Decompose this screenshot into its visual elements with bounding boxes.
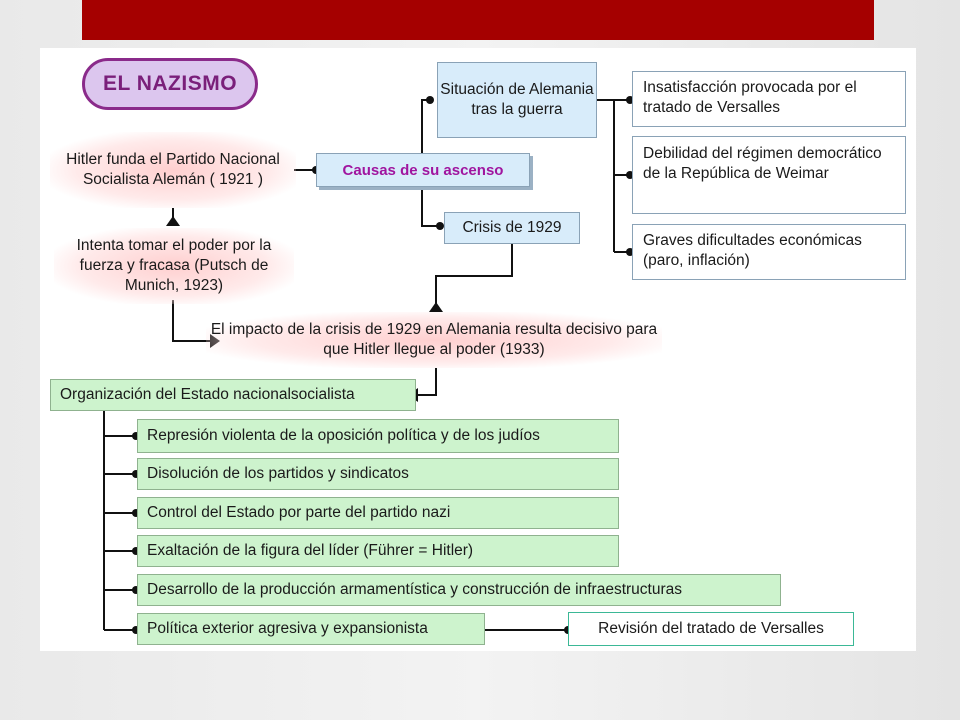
causes-node: Causas de su ascenso xyxy=(316,153,530,187)
situation-node: Situación de Alemania tras la guerra xyxy=(437,62,597,138)
feature-leader-node: Exaltación de la figura del líder (Führer = Hitler) xyxy=(137,535,619,567)
impact-node: El impacto de la crisis de 1929 en Alemania resulta decisivo para que Hitler llegue al poder (1933) xyxy=(206,312,662,368)
crisis-1929-node: Crisis de 1929 xyxy=(444,212,580,244)
consequence-versailles-node: Insatisfacción provocada por el tratado de Versalles xyxy=(632,71,906,127)
diagram-title: EL NAZISMO xyxy=(82,58,258,110)
feature-repression-node: Represión violenta de la oposición política y de los judíos xyxy=(137,419,619,453)
versailles-revision-node: Revisión del tratado de Versalles xyxy=(568,612,854,646)
consequence-economy-node: Graves dificultades económicas (paro, inflación) xyxy=(632,224,906,280)
feature-armament-node: Desarrollo de la producción armamentística y construcción de infraestructuras xyxy=(137,574,781,606)
consequence-weimar-node: Debilidad del régimen democrático de la República de Weimar xyxy=(632,136,906,214)
hitler-founds-party-node: Hitler funda el Partido Nacional Socialista Alemán ( 1921 ) xyxy=(50,132,296,208)
putsch-node: Intenta tomar el poder por la fuerza y fracasa (Putsch de Munich, 1923) xyxy=(54,228,294,304)
feature-state-control-node: Control del Estado por parte del partido nazi xyxy=(137,497,619,529)
organization-node: Organización del Estado nacionalsocialista xyxy=(50,379,416,411)
feature-dissolution-node: Disolución de los partidos y sindicatos xyxy=(137,458,619,490)
feature-foreign-policy-node: Política exterior agresiva y expansionista xyxy=(137,613,485,645)
